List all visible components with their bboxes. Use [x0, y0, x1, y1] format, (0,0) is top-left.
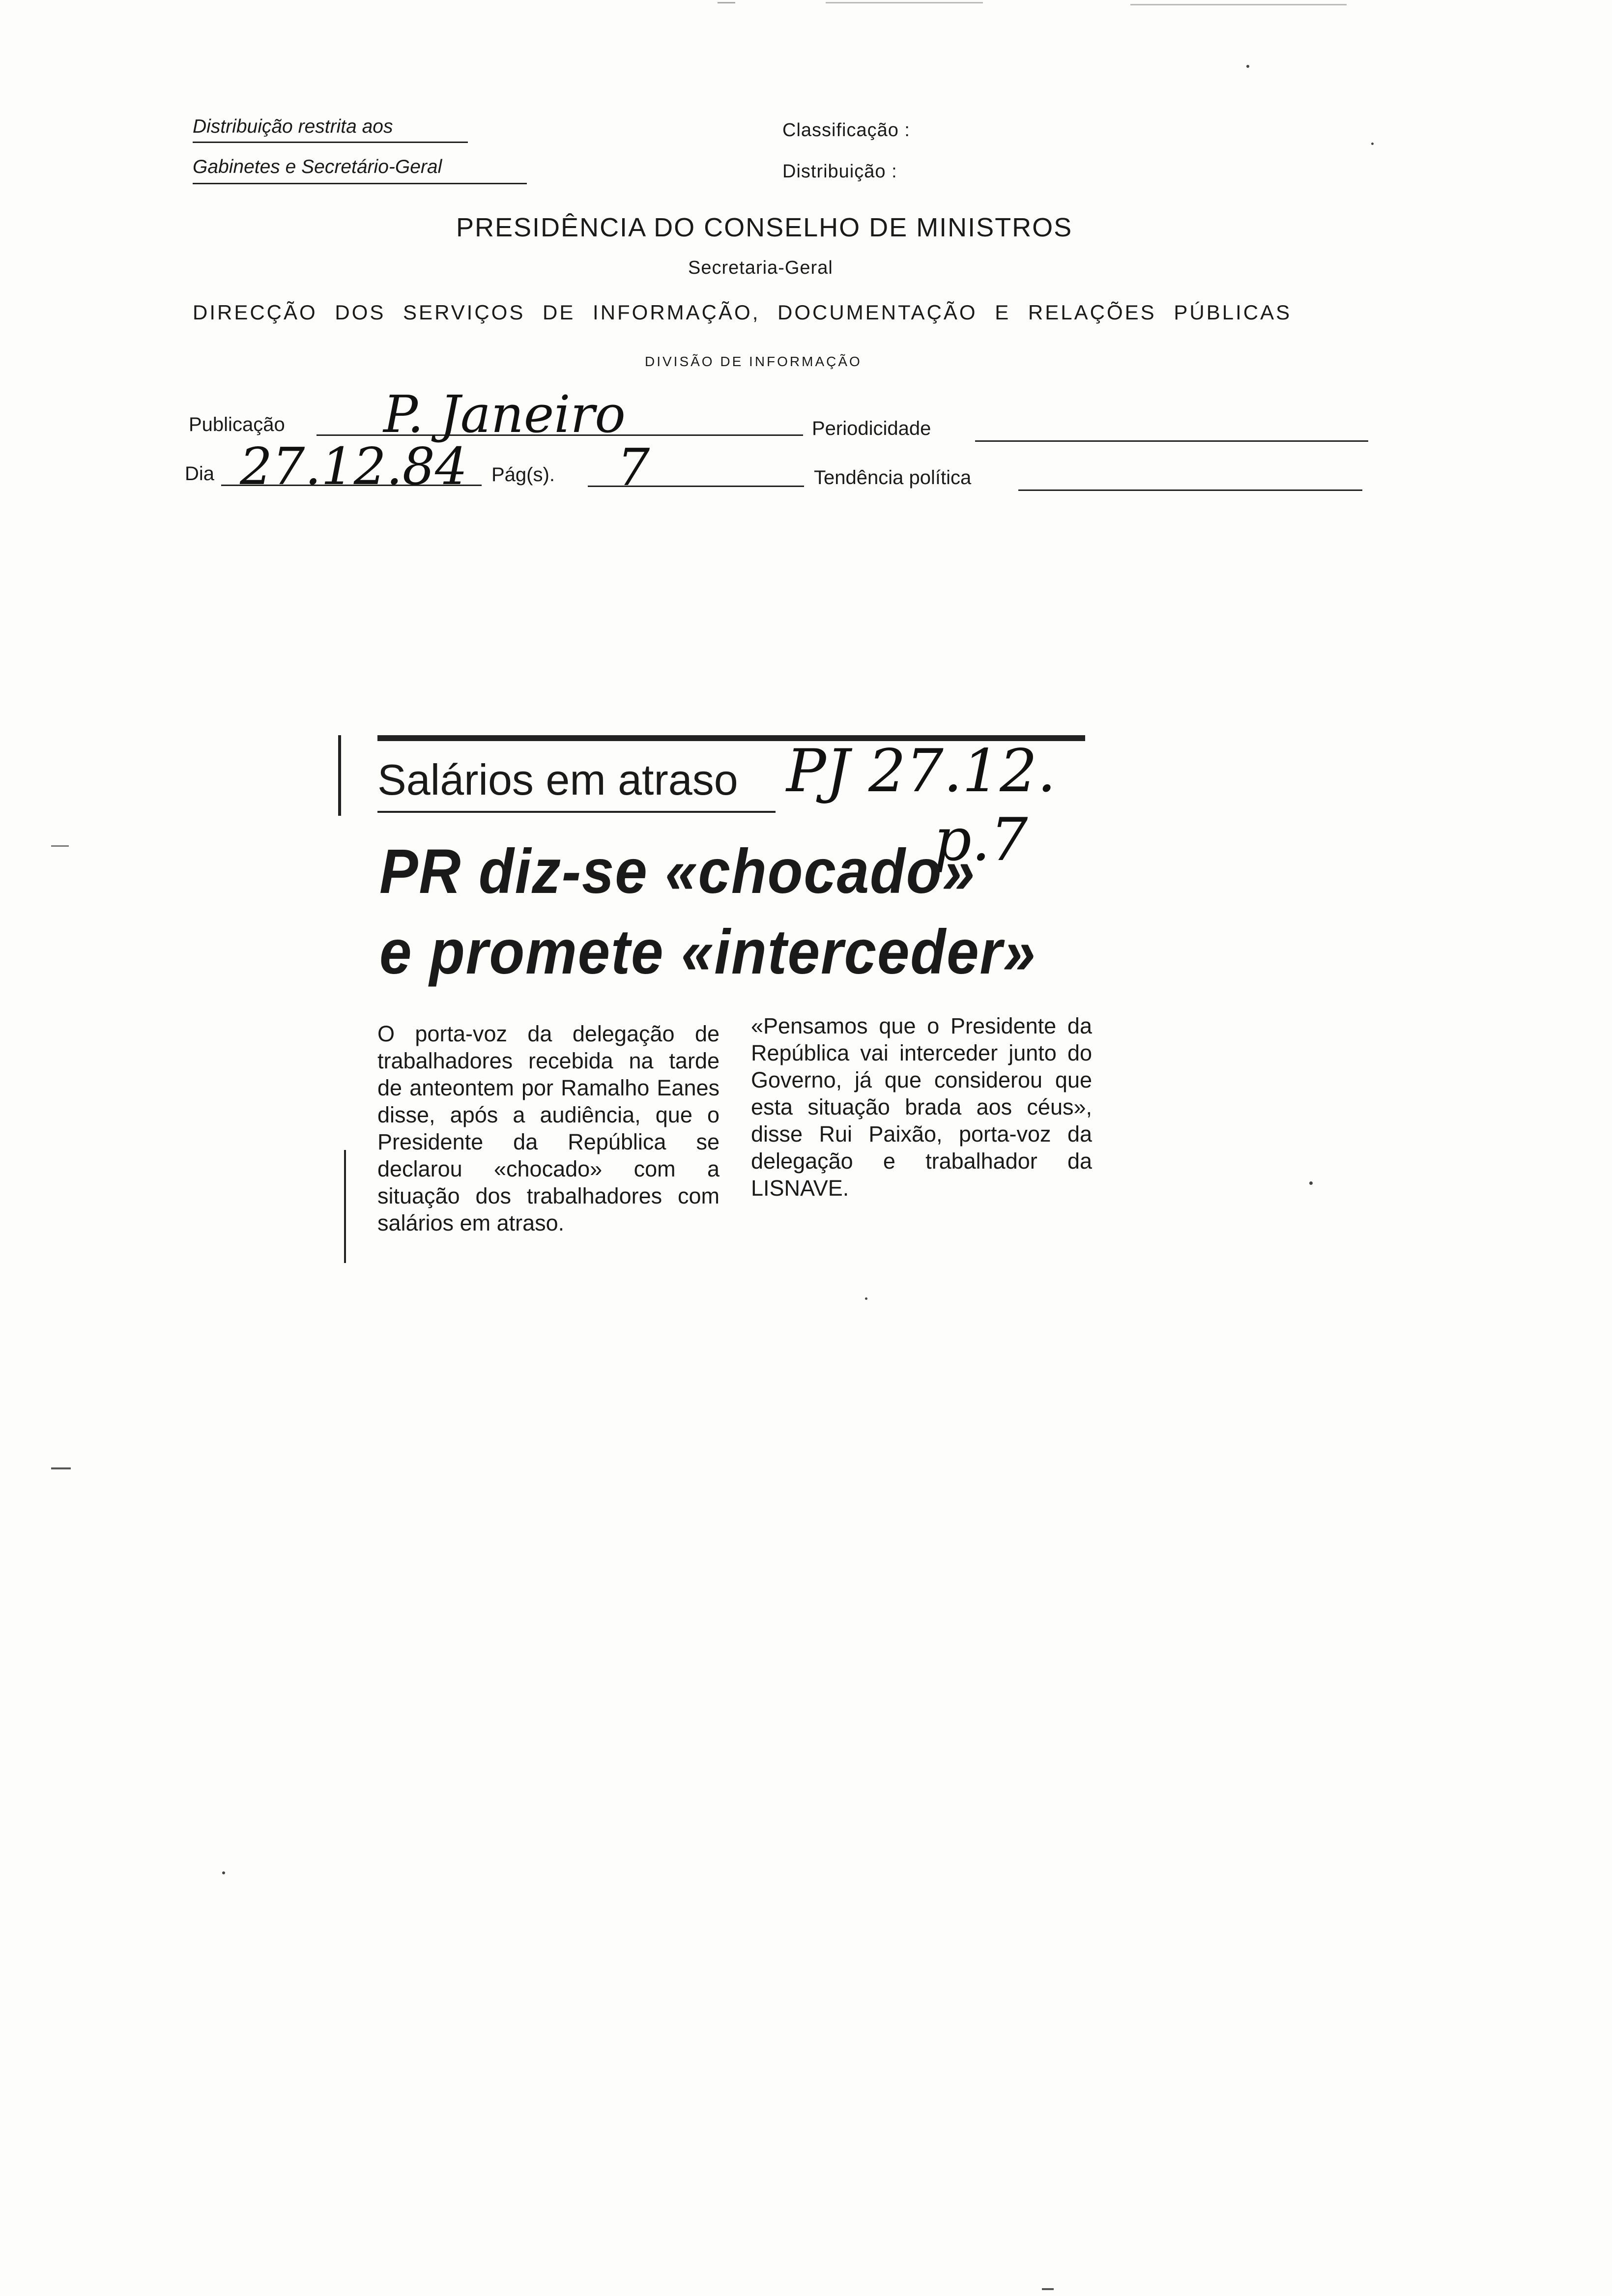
publicacao-label: Publicação: [189, 414, 285, 435]
kicker-underline: [377, 811, 776, 813]
clipping-edge-mark: [344, 1150, 346, 1263]
dia-label: Dia: [185, 463, 215, 485]
dia-handwritten-value: 27.12.84: [240, 436, 468, 496]
divider: [193, 142, 468, 143]
direction-title: DIRECÇÃO DOS SERVIÇOS DE INFORMAÇÃO, DOCUMENTAÇÃO E RELAÇÕES PÚBLICAS: [193, 301, 1292, 324]
clipping-column-right: «Pensamos que o Presidente da República vai interceder junto do Governo, já que considerou que esta situação brada aos céus», disse Rui Paixão, porta-voz da delegação e trabalhador da LISNAVE.: [751, 1013, 1092, 1201]
scan-speck: [1309, 1181, 1313, 1185]
institution-title: PRESIDÊNCIA DO CONSELHO DE MINISTROS: [456, 213, 1073, 242]
divider: [193, 183, 527, 184]
institution-subtitle: Secretaria-Geral: [688, 258, 833, 278]
scan-mark: [51, 845, 69, 847]
division-title: DIVISÃO DE INFORMAÇÃO: [645, 354, 862, 369]
scan-mark: [1130, 4, 1347, 5]
distribution-note-line1: Distribuição restrita aos: [193, 116, 393, 137]
scan-speck: [1246, 65, 1249, 68]
tendencia-field-line: [1018, 489, 1362, 491]
clipping-handwritten-annotation: PJ 27.12.: [786, 737, 1056, 805]
scan-speck: [865, 1297, 867, 1300]
clipping-column-left: O porta-voz da delegação de trabalhadores recebida na tarde de anteontem por Ramalho Eanes disse, após a audiência, que o Presidente da República se declarou «chocado» com a situação dos trabalhadores com salários em atraso.: [377, 1021, 720, 1235]
scan-speck: [222, 1871, 225, 1874]
clipping-headline-line2: e promete «interceder»: [379, 917, 1036, 987]
scan-mark: [718, 2, 735, 3]
scan-speck: [1371, 143, 1374, 145]
pags-label: Pág(s).: [491, 464, 555, 486]
scan-mark: [51, 1467, 71, 1469]
scan-mark: [826, 2, 983, 3]
distribuicao-label: Distribuição :: [782, 161, 897, 182]
clipping-edge-mark: [338, 735, 341, 816]
scan-mark: [1042, 2288, 1054, 2290]
tendencia-label: Tendência política: [814, 467, 972, 488]
publicacao-handwritten-value: P. Janeiro: [383, 384, 626, 444]
periodicidade-field-line: [975, 440, 1368, 442]
pags-handwritten-value: 7: [617, 437, 650, 497]
clipping-handwritten-page: p.7: [934, 806, 1028, 874]
classificacao-label: Classificação :: [782, 120, 910, 141]
clipping-kicker: Salários em atraso: [377, 755, 738, 804]
clipping-headline-line1: PR diz-se «chocado»: [379, 836, 976, 907]
distribution-note-line2: Gabinetes e Secretário-Geral: [193, 156, 442, 177]
periodicidade-label: Periodicidade: [812, 418, 931, 439]
